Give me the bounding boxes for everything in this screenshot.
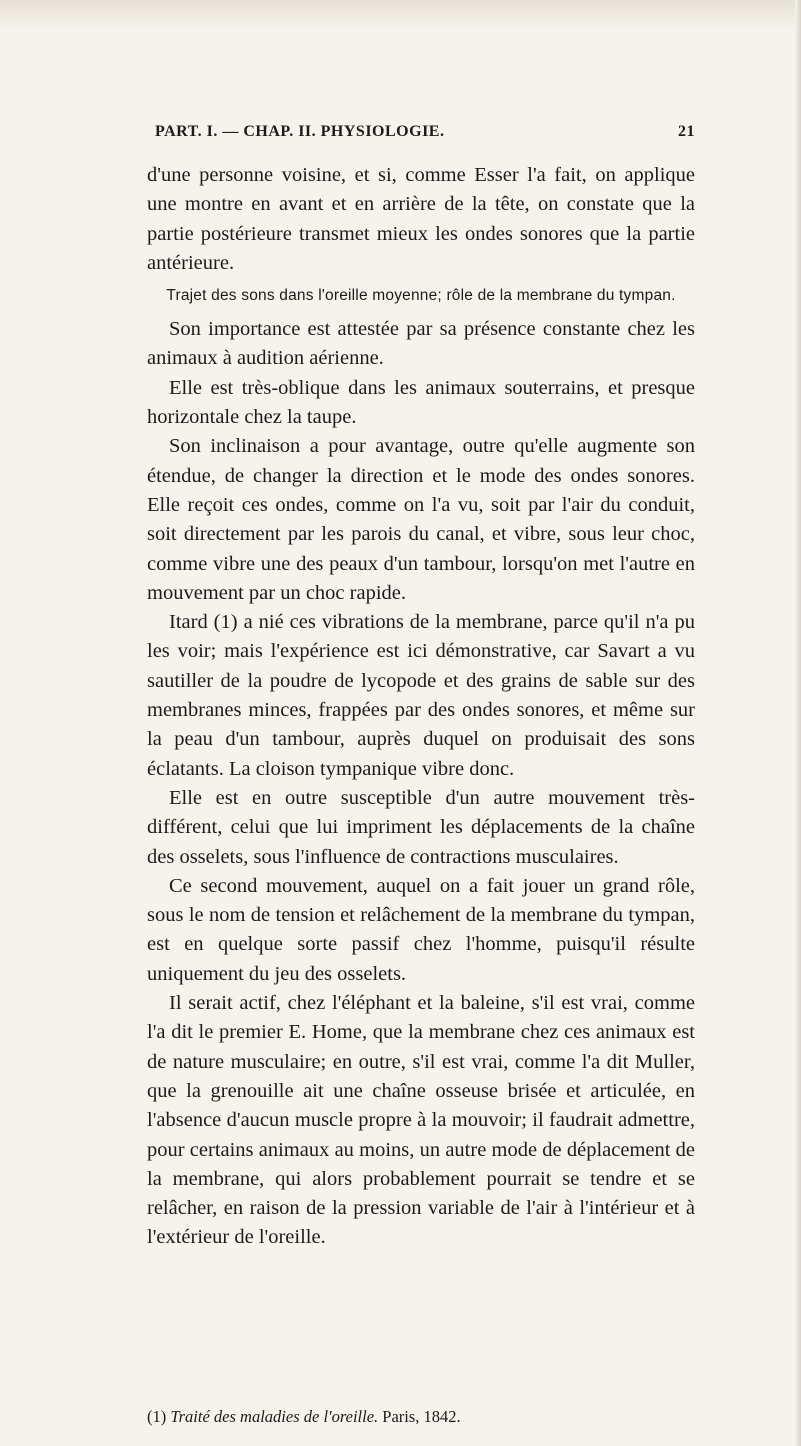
paragraph-4: Son inclinaison a pour avantage, outre qu'elle augmente son étendue, de changer la direction et le mode des ondes sonores. Elle reçoit ces ondes, comme on l'a vu, soit par l'air du conduit, soit directement par les parois du canal, et vibre, sous leur choc, comme vibre une des peaux d'un tambour, lorsqu'on met l'autre en mouvement par un choc rapide. (147, 435, 695, 604)
page-number: 21 (678, 123, 695, 140)
running-header-title: PART. I. — CHAP. II. PHYSIOLOGIE. (155, 123, 445, 140)
paragraph-6: Elle est en outre susceptible d'un autre mouvement très-différent, celui que lui impriment les déplacements de la chaîne des osselets, sous l'influence de contractions musculaires. (147, 786, 695, 868)
paragraph-1: d'une personne voisine, et si, comme Esser l'a fait, on applique une montre en avant et en arrière de la tête, on constate que la partie postérieure transmet mieux les ondes sonores que la partie antérieure. (147, 164, 695, 274)
footnote (147, 1407, 695, 1427)
running-header (147, 123, 695, 149)
footnote-title: Traité des maladies de l'oreille. (170, 1407, 379, 1426)
section-title: Trajet des sons dans l'oreille moyenne; rôle de la membrane du tympan. (166, 287, 676, 305)
paragraph-7: Ce second mouvement, auquel on a fait jouer un grand rôle, sous le nom de tension et relâchement de la membrane du tympan, est en quelque sorte passif chez l'homme, puisqu'il résulte uniquement du jeu des osselets. (147, 874, 695, 985)
page-top-shadow (0, 0, 801, 30)
paragraph-5: Itard (1) a nié ces vibrations de la membrane, parce qu'il n'a pu les voir; mais l'expérience est ici démonstrative, car Savart a vu sautiller de la poudre de lycopode et des grains de sable sur des membranes minces, frappées par des ondes sonores, et même sur la peau d'un tambour, auprès duquel on produisait des sons éclatants. La cloison tympanique vibre donc. (147, 611, 695, 780)
footnote-rest: Paris, 1842. (382, 1407, 461, 1426)
body-text (147, 161, 695, 1253)
paragraph-8: Il serait actif, chez l'éléphant et la baleine, s'il est vrai, comme l'a dit le premier E. Home, que la membrane chez ces animaux est de nature musculaire; en outre, s'il est vrai, comme l'a dit Muller, que la grenouille ait une chaîne osseuse brisée et articulée, en l'absence d'aucun muscle propre à la mouvoir; il faudrait admettre, pour certains animaux au moins, un autre mode de déplacement de la membrane, qui alors probablement pourrait se tendre et se relâcher, en raison de la pression variable de l'air à l'intérieur et à l'extérieur de l'oreille. (147, 992, 695, 1249)
footnote-marker: (1) (147, 1407, 167, 1426)
paragraph-2: Son importance est attestée par sa présence constante chez les animaux à audition aérienne. (147, 318, 695, 370)
page-edge-shadow (795, 0, 801, 1446)
paragraph-3: Elle est très-oblique dans les animaux souterrains, et presque horizontale chez la taupe. (147, 376, 695, 429)
